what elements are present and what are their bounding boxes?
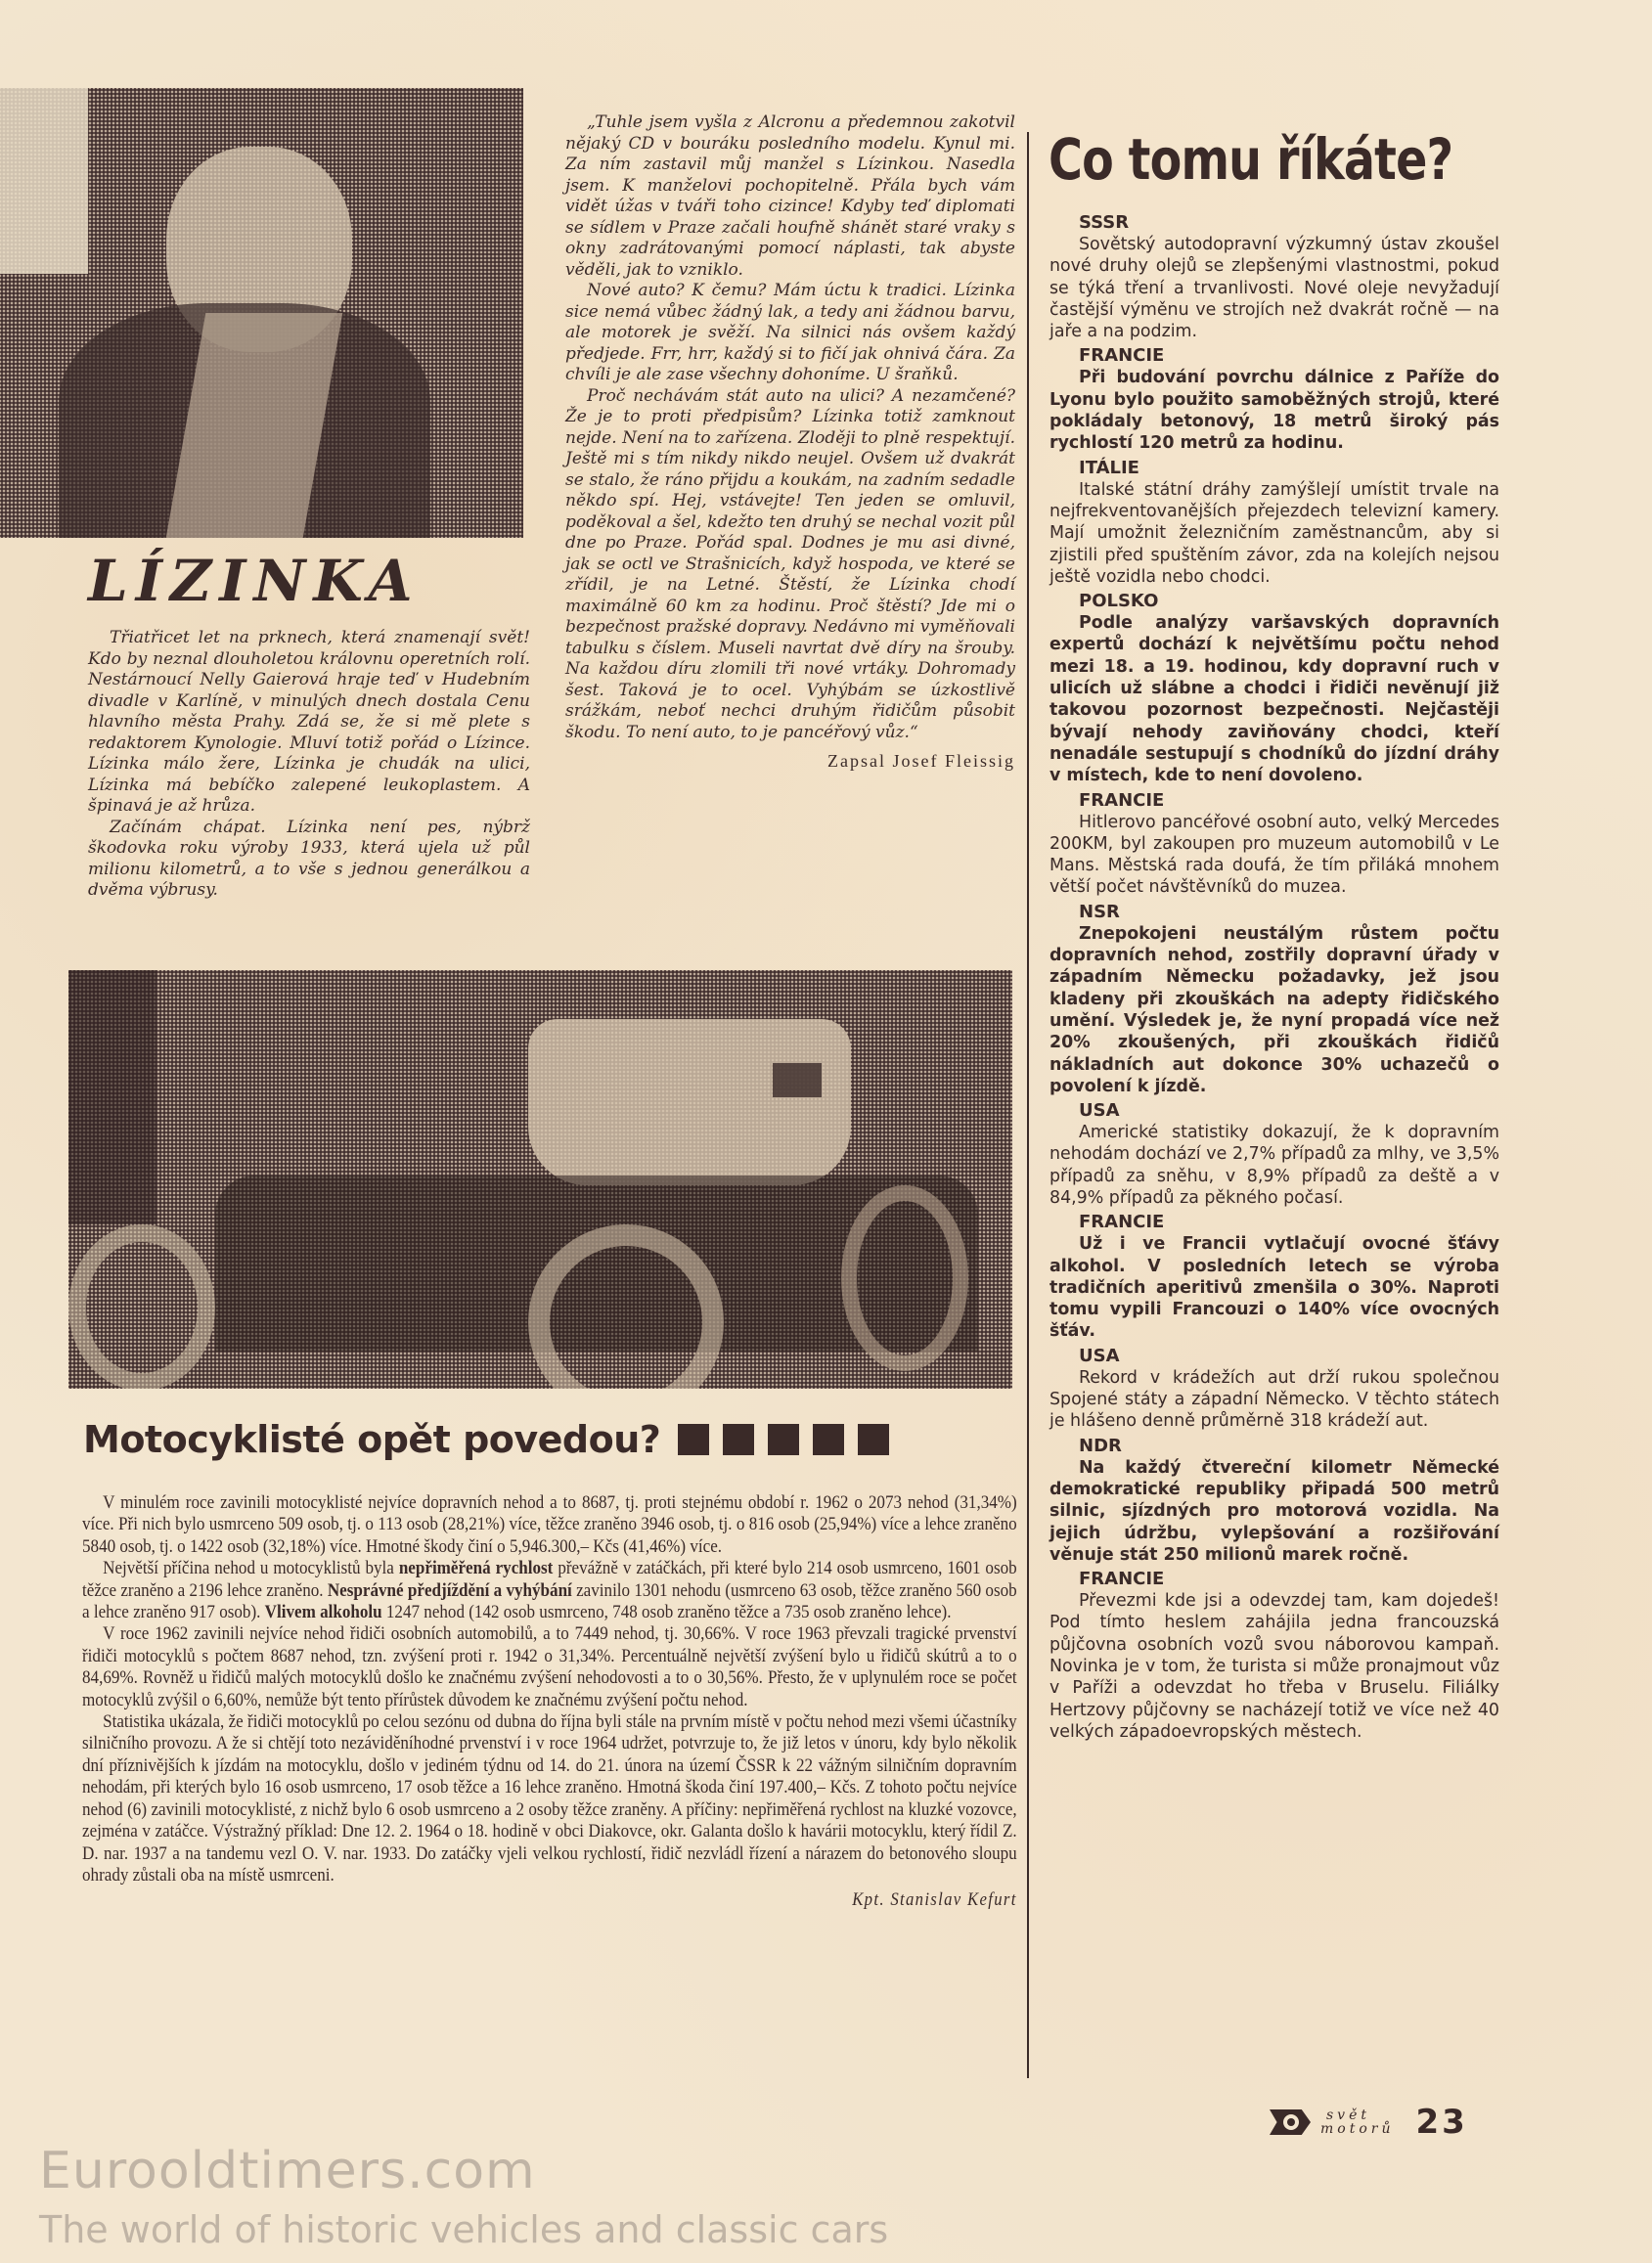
news-country: FRANCIE	[1079, 789, 1165, 811]
portrait-photo	[0, 88, 523, 538]
page-number: 23	[1415, 2103, 1468, 2142]
news-country: NSR	[1079, 901, 1120, 922]
news-text: Sovětský autodopravní výzkumný ústav zkoušel nové druhy olejů se zlepšenými vlastnostmi, pokud se týká tření a trvanlivosti. Nové oleje nevyžadují častější výměnu ve strojích než dvakrát ročně — na jaře a na podzim.	[1049, 235, 1499, 342]
lizinka-quote-paragraph: Nové auto? K čemu? Mám úctu k tradici. Lízinka sice nemá vůbec žádný lak, a tedy ani žádnou barvu, ale motorek je svěží. Na silnici nás ovšem každý předjede. Frr, hrr, každý si to fičí jak ohnivá čára. Za chvíli je ale zase všechny dohoníme. U šraňků.	[565, 281, 1015, 384]
watermark-site: Eurooldtimers.com	[39, 2142, 536, 2200]
news-item	[1049, 789, 1499, 899]
news-country: SSSR	[1079, 212, 1130, 233]
news-item	[1049, 1435, 1499, 1566]
magazine-name-line2: motorů	[1320, 2121, 1395, 2137]
news-country: ITÁLIE	[1079, 457, 1139, 478]
news-text: Italské státní dráhy zamýšlejí umístit trvale na nejfrekventovanějších přejezdech televizní kamery. Mají umožnit železničním zaměstnancům, aby si zjistili před spuštěním závor, zda na kolejích nejsou ještě vozidla nebo chodci.	[1049, 479, 1499, 587]
lizinka-intro-paragraph: Začínám chápat. Lízinka není pes, nýbrž škodovka roku výroby 1933, která ujela už půl milionu kilometrů, a to vše s jednou generálkou a dvěma výbrusy.	[88, 817, 530, 900]
motorcycle-paragraph: V roce 1962 zavinili nejvíce nehod řidiči osobních automobilů, a to 7449 nehod, tj. 30,66%. V roce 1963 převzali tragické prvenství řidiči motocyklů s počtem 8687 nehod, tzn. zvýšení proti r. 1942 o 31,34%. Percentuálně největší zvýšení bylo u řidičů skútrů a to o 84,69%. Rovněž u řidičů malých motocyklů došlo ke značnému zvýšení nehodovosti a to o 30,56%. Přesto, že v uplynulém roce se počet motocyklů zvýšil o 6,60%, nemůže být tento přírůstek důvodem ke značnému zvýšení počtu nehod.	[82, 1623, 1017, 1710]
motorcycle-byline: Kpt. Stanislav Kefurt	[852, 1889, 1017, 1911]
news-country: FRANCIE	[1079, 345, 1165, 367]
news-text: Hitlerovo pancéřové osobní auto, velký Mercedes 200KM, byl zakoupen pro muzeum automobilů v Le Mans. Městská rada doufá, že tím přiláká mnohem větší počet návštěvníků do muzea.	[1049, 812, 1499, 898]
news-text: Rekord v krádežích aut drží rukou společnou Spojené státy a západní Německo. V těchto státech je hlášeno denně průměrně 318 krádeží aut.	[1049, 1367, 1499, 1432]
news-text: Převezmi kde jsi a odevzdej tam, kam dojedeš! Pod tímto heslem zahájila jedna francouzská půjčovna osobních vozů svou náborovou kampaň. Novinka je v tom, že turista si může pronajmout vůz v Paříži a odevzdat ho třeba v Bruselu. Filiálky Hertzovy půjčovny se nacházejí totiž ve více než 40 velkých západoevropských městech.	[1049, 1591, 1499, 1742]
news-text: Už i ve Francii vytlačují ovocné šťávy alkohol. V posledních letech se výroba tradičních aperitivů zmenšila o 30%. Naproti tomu vypili Francouzi o 140% více ovocných šťáv.	[1049, 1234, 1499, 1342]
watermark-tagline: The world of historic vehicles and classic cars	[39, 2208, 889, 2251]
square-decoration	[858, 1424, 889, 1455]
lizinka-title: LÍZINKA	[88, 548, 421, 614]
lizinka-quote	[565, 112, 1015, 773]
lizinka-byline: Zapsal Josef Fleissig	[827, 751, 1015, 771]
news-item	[1049, 901, 1499, 1097]
news-item	[1049, 211, 1499, 342]
news-country: NDR	[1079, 1435, 1122, 1456]
news-text: Znepokojeni neustálým růstem počtu dopravních nehod, zostřily dopravní úřady v západním Německu požadavky, jež jsou kladeny při zkouškách na adepty řidičského umění. Výsledek je, že nyní propadá více než 20% zkoušených, při zkouškách řidičů nákladních aut dokonce 30% uchazečů o povolení k jízdě.	[1049, 923, 1499, 1096]
column-divider	[1027, 132, 1029, 2078]
news-item	[1049, 344, 1499, 454]
news-title: Co tomu říkáte?	[1049, 126, 1453, 193]
magazine-name-line1: svět	[1326, 2108, 1371, 2123]
magazine-name	[1320, 2108, 1394, 2136]
news-list	[1049, 209, 1499, 1745]
news-country: USA	[1079, 1345, 1120, 1366]
news-item	[1049, 1568, 1499, 1743]
motorcycle-body	[82, 1492, 1017, 1912]
news-text: Podle analýzy varšavských dopravních expertů dochází k největšímu počtu nehod mezi 18. a 19. hodinou, kdy dopravní ruch v ulicích už slábne a chodci i řidiči nevěnují již takovou pozornost bezpečnosti. Nejčastěji bývají nehody zaviňovány chodci, kteří nenadále sestupují s chodníků do jízdní dráhy v místech, kde to není dovoleno.	[1049, 613, 1499, 786]
news-item	[1049, 590, 1499, 786]
news-item	[1049, 1099, 1499, 1209]
news-text: Na každý čtvereční kilometr Německé demokratické republiky připadá 500 metrů silnic, sjízdných pro motorová vozidla. Na jejich údržbu, vylepšování a rozšiřování věnuje stát 250 milionů marek ročně.	[1049, 1457, 1499, 1565]
square-decoration	[723, 1424, 754, 1455]
square-decoration	[768, 1424, 799, 1455]
news-text: Americké statistiky dokazují, že k dopravním nehodám dochází ve 2,7% případů za mlhy, ve 3,5% případů za sněhu, v 8,9% případů za deště a v 84,9% případů za pěkného počasí.	[1049, 1123, 1499, 1208]
news-country: FRANCIE	[1079, 1569, 1165, 1590]
news-text: Při budování povrchu dálnice z Paříže do Lyonu bylo použito samoběžných strojů, které pokládaly betonový, 18 metrů široký pás rychlostí 120 metrů za hodinu.	[1049, 368, 1499, 454]
news-item	[1049, 457, 1499, 588]
news-country: FRANCIE	[1079, 1212, 1165, 1233]
lizinka-intro-paragraph: Třiatřicet let na prknech, která znamenají svět! Kdo by neznal dlouholetou královnu operetních rolí. Nestárnoucí Nelly Gaierová hraje teď v Hudebním divadle v Karlíně, v minulých dnech dostala Cenu hlavního města Prahy. Zdá se, že si mě plete s redaktorem Kynologie. Mluví totiž pořád o Lízince. Lízinka málo žere, Lízinka je chudák na ulici, Lízinka má bebíčko zalepené leukoplastem. A špinavá je až hrůza.	[88, 628, 530, 816]
lizinka-quote-paragraph: „Tuhle jsem vyšla z Alcronu a předemnou zakotvil nějaký CD v bouráku posledního modelu. Kynul mi. Za ním zastavil můj manžel s Lízinkou. Nasedla jsem. K manželovi pochopitelně. Přála bych vám vidět úžas v tváři toho cizince! Kdyby teď diplomati se sídlem v Praze začali houfně shánět staré vraky s okny zadrátovanými pomocí náplasti, tak abyste věděli, jak to vzniklo.	[565, 112, 1015, 280]
motorcycle-paragraph: V minulém roce zavinili motocyklisté nejvíce dopravních nehod a to 8687, tj. proti stejnému období r. 1962 o 2073 nehod (31,34%) více. Při nich bylo usmrceno 509 osob, tj. o 113 osob (28,21%) více, těžce zraněno 3946 osob, tj. o 816 osob (25,94%) více a lehce zraněno 5840 osob, tj. o 1422 osob (32,18%) více. Hmotné škody činí o 5,946.300,– Kčs (41,46%) více.	[82, 1492, 1017, 1557]
motorcycle-title: Motocyklisté opět povedou?	[83, 1418, 661, 1461]
headline-squares	[678, 1424, 889, 1455]
car-photo	[68, 970, 1012, 1389]
motorcycle-paragraph: Největší příčina nehod u motocyklistů byla nepřiměřená rychlost převážně v zatáčkách, při které bylo 214 osob usmrceno, 1601 osob těžce zraněno a 2196 lehce zraněno. Nesprávné předjíždění a vyhýbání zavinilo 1301 nehodu (usmrceno 63 osob, těžce zraněno 560 osob a lehce zraněno 917 osob). Vlivem alkoholu 1247 nehod (142 osob usmrceno, 748 osob zraněno těžce a 735 osob zraněno lehce).	[82, 1558, 1017, 1623]
motorcycle-headline	[83, 1418, 889, 1461]
square-decoration	[813, 1424, 844, 1455]
news-item	[1049, 1211, 1499, 1342]
magazine-footer	[1270, 2103, 1468, 2142]
news-country: USA	[1079, 1100, 1120, 1122]
lizinka-quote-paragraph: Proč nechávám stát auto na ulici? A nezamčené? Že je to proti předpisům? Lízinka totiž zamknout nejde. Není na to zařízena. Zloději to plně respektují. Ještě mi s tím nikdy nikdo neujel. Ovšem už dvakrát se stalo, že ráno přijdu a koukám, na zadním sedadle někdo spí. Hej, vstávejte! Ten jeden se omluvil, poděkoval a šel, kdežto ten druhý se nechal vozit půl dne po Praze. Pořád spal. Dodnes je mu asi divné, jak se octl ve Strašnicích, když hospoda, ve které se zřídil, je na Letné. Štěstí, že Lízinka chodí maximálně 60 km za hodinu. Proč štěstí? Jde mi o bezpečnost pražské dopravy. Nedávno mi vyměňovali tabulku s číslem. Museli navrtat dvě díry na šrouby. Na každou díru zlomili tři nové vrtáky. Dohromady šest. Taková je to ocel. Vyhýbám se úzkostlivě srážkám, neboť nechci druhým řidičům působit škodu. To není auto, to je pancéřový vůz.“	[565, 385, 1015, 742]
square-decoration	[678, 1424, 709, 1455]
news-item	[1049, 1345, 1499, 1433]
magazine-logo-icon	[1270, 2109, 1311, 2135]
motorcycle-paragraph: Statistika ukázala, že řidiči motocyklů po celou sezónu od dubna do října byli stále na prvním místě v počtu nehod mezi všemi účastníky silničního provozu. A že si chtějí toto nezáviděníhodné prvenství i v roce 1964 udržet, potvrzuje to, že již letos v únoru, kdy bylo několik dní příznivějších k jízdám na motocyklu, došlo v jediném týdnu od 14. do 21. února na území ČSSR k 22 vážným silničním dopravním nehodám, při kterých bylo 16 osob usmrceno, 17 osob těžce a 16 lehce zraněno. Hmotná škoda činí 197.400,– Kčs. Z tohoto počtu nejvíce nehod (6) zavinili motocyklisté, z nichž bylo 6 osob usmrceno a 2 osoby těžce zraněny. A příčiny: nepřiměřená rychlost na kluzké vozovce, zejména v zatáčce. Výstražný příklad: Dne 12. 2. 1964 o 18. hodině v obci Diakovce, okr. Galanta došlo k havárii motocyklu, který řídil Z. D. nar. 1937 a na tandemu vezl O. V. nar. 1933. Do zatáčky vjeli velkou rychlostí, řidič nezvládl řízení a nárazem do betonového sloupu ohrady zůstali oba na místě usmrceni.	[82, 1711, 1017, 1886]
news-country: POLSKO	[1079, 591, 1159, 612]
lizinka-intro	[88, 628, 530, 902]
